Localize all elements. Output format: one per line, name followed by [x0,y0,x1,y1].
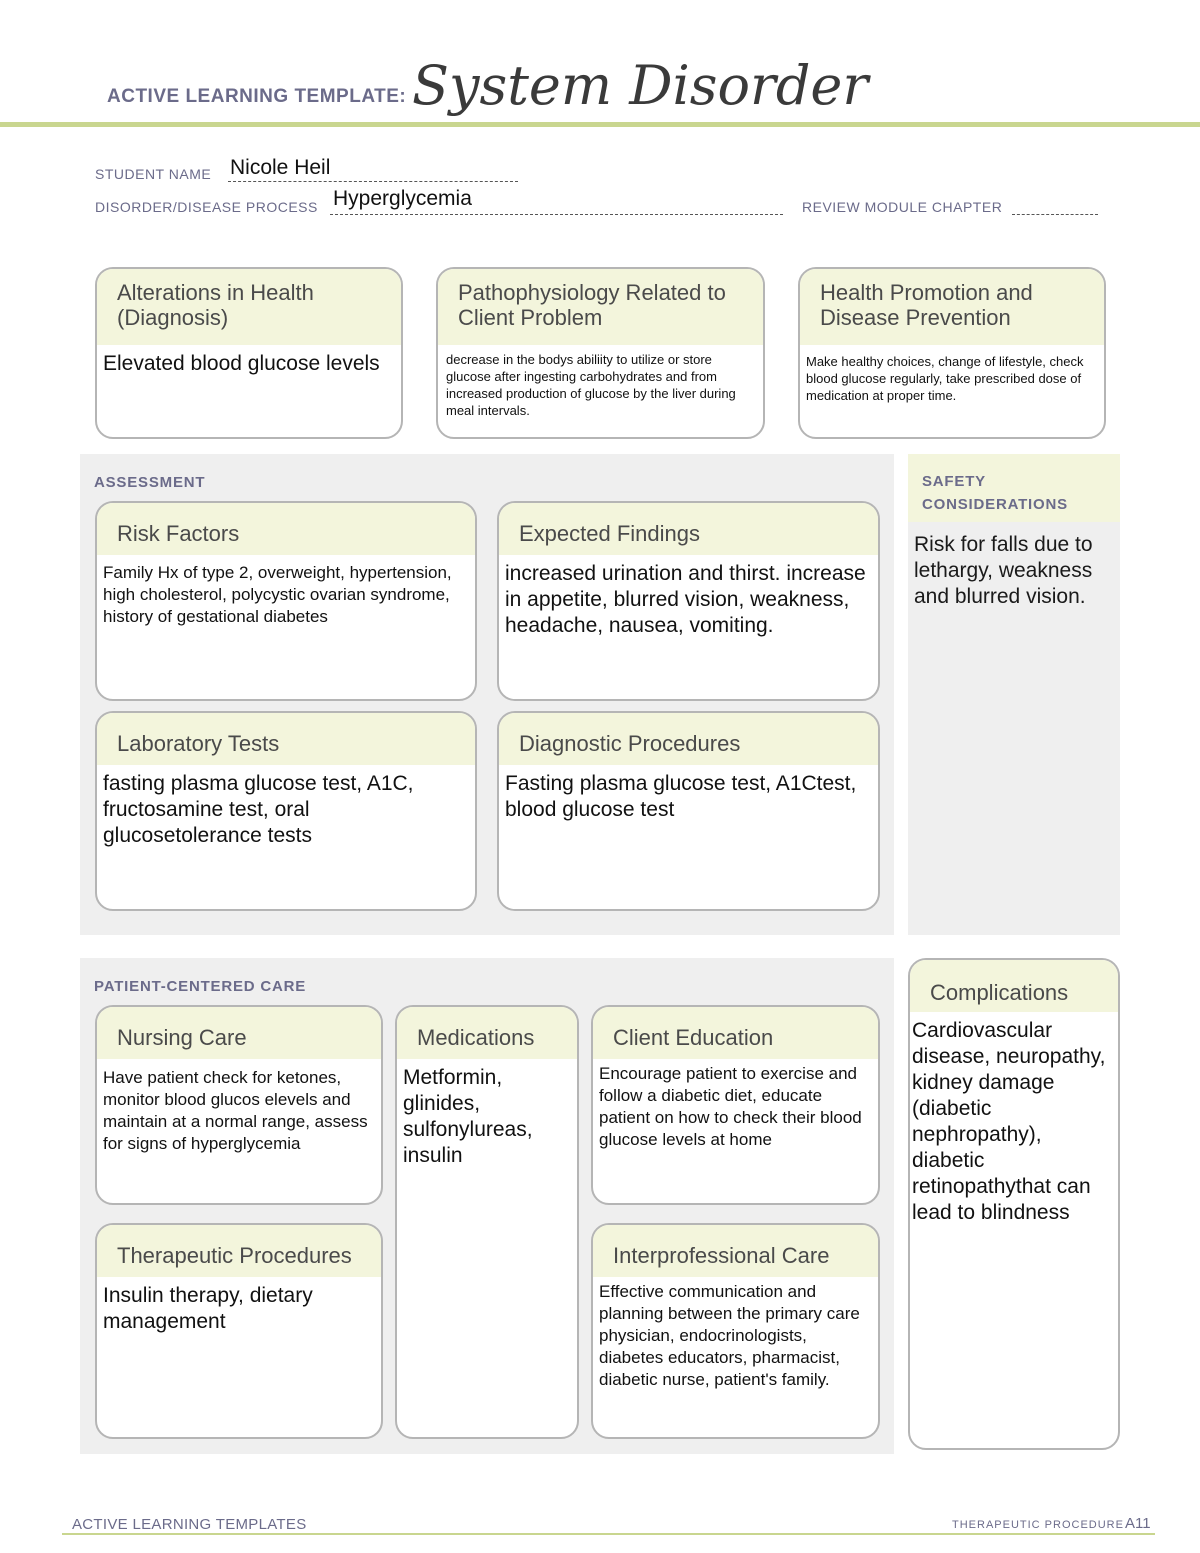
safety-title: SAFETY CONSIDERATIONS [908,454,1120,522]
pathophysiology-title: Pathophysiology Related to Client Problem [438,269,763,345]
client-education-box [591,1005,880,1205]
student-name-field[interactable]: Nicole Heil [230,156,331,179]
footer-right: THERAPEUTIC PROCEDURE [952,1519,1124,1531]
patient-care-title: PATIENT-CENTERED CARE [94,978,307,995]
disorder-field[interactable]: Hyperglycemia [333,187,472,210]
nursing-care-text[interactable]: Have patient check for ketones, monitor blood glucos elevels and maintain at a normal range, assess for signs of hyperglycemia [103,1068,368,1153]
footer-rule [62,1533,1155,1535]
safety-text[interactable]: Risk for falls due to lethargy, weakness and blurred vision. [914,533,1093,608]
template-label: ACTIVE LEARNING TEMPLATE: [107,86,407,107]
client-education-text[interactable]: Encourage patient to exercise and follow a diabetic diet, educate patient on how to check their blood glucose levels at home [599,1064,862,1149]
student-name-label: STUDENT NAME [95,166,212,182]
review-module-field[interactable] [1012,214,1098,215]
assessment-title: ASSESSMENT [94,474,206,491]
laboratory-tests-title: Laboratory Tests [97,713,475,765]
alterations-title: Alterations in Health (Diagnosis) [97,269,401,345]
interprofessional-care-title: Interprofessional Care [593,1225,878,1277]
nursing-care-box [95,1005,383,1205]
risk-factors-title: Risk Factors [97,503,475,555]
alterations-box [95,267,403,439]
medications-text[interactable]: Metformin, glinides, sulfonylureas, insulin [403,1066,533,1167]
review-module-label: REVIEW MODULE CHAPTER [802,199,1003,215]
risk-factors-text[interactable]: Family Hx of type 2, overweight, hypertension, high cholesterol, polycystic ovarian syndrome, history of gestational diabetes [103,563,452,626]
safety-section [908,454,1120,935]
interprofessional-care-text[interactable]: Effective communication and planning between the primary care physician, endocrinologists, diabetes educators, pharmacist, diabetic nurse, patient's family. [599,1282,860,1389]
page-number: A11 [1125,1515,1151,1532]
student-name-line [228,181,518,182]
health-promotion-box [798,267,1106,439]
pathophysiology-text[interactable]: decrease in the bodys abiliity to utilize or store glucose after ingesting carbohydrates and from increased production of glucose by the liver during meal intervals. [446,352,736,418]
disorder-line [330,214,783,215]
complications-text[interactable]: Cardiovascular disease, neuropathy, kidney damage (diabetic nephropathy), diabetic retinopathythat can lead to blindness [912,1019,1106,1224]
template-title: System Disorder [412,54,869,117]
therapeutic-procedures-text[interactable]: Insulin therapy, dietary management [103,1284,313,1333]
medications-title: Medications [397,1007,577,1059]
therapeutic-procedures-title: Therapeutic Procedures [97,1225,381,1277]
diagnostic-procedures-title: Diagnostic Procedures [499,713,878,765]
nursing-care-title: Nursing Care [97,1007,381,1059]
expected-findings-box [497,501,880,701]
header-rule [0,122,1200,127]
disorder-label: DISORDER/DISEASE PROCESS [95,199,318,215]
expected-findings-text[interactable]: increased urination and thirst. increase in appetite, blurred vision, weakness, headache, nausea, vomiting. [505,562,866,637]
interprofessional-care-box [591,1223,880,1439]
therapeutic-procedures-box [95,1223,383,1439]
complications-box [908,958,1120,1450]
footer-left: ACTIVE LEARNING TEMPLATES [72,1516,307,1533]
pathophysiology-box [436,267,765,439]
health-promotion-text[interactable]: Make healthy choices, change of lifestyle, check blood glucose regularly, take prescribed dose of medication at proper time. [806,354,1084,403]
laboratory-tests-text[interactable]: fasting plasma glucose test, A1C, fructosamine test, oral glucosetolerance tests [103,772,414,847]
complications-title: Complications [910,960,1118,1012]
diagnostic-procedures-text[interactable]: Fasting plasma glucose test, A1Ctest, blood glucose test [505,772,857,821]
health-promotion-title: Health Promotion and Disease Prevention [800,269,1104,345]
medications-box [395,1005,579,1439]
laboratory-tests-box [95,711,477,911]
alterations-text[interactable]: Elevated blood glucose levels [103,352,380,375]
risk-factors-box [95,501,477,701]
client-education-title: Client Education [593,1007,878,1059]
expected-findings-title: Expected Findings [499,503,878,555]
diagnostic-procedures-box [497,711,880,911]
